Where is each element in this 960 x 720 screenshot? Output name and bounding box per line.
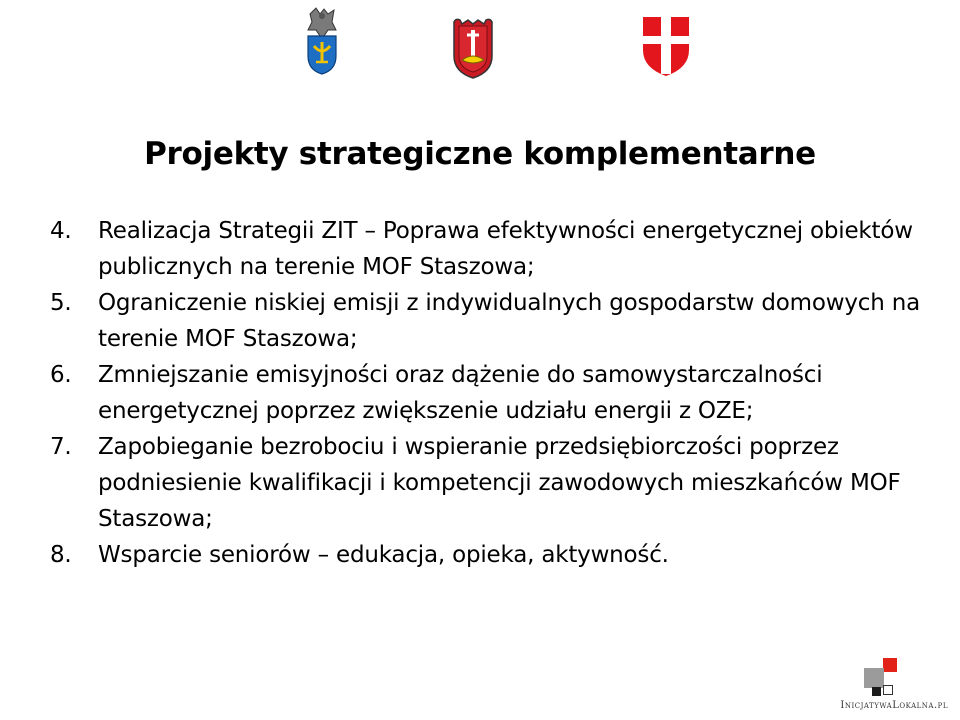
list-item [50, 537, 940, 573]
list-item [50, 429, 940, 537]
brand-square-black-icon [872, 687, 881, 696]
brand-text: InicjatywaLokalna.pl [840, 700, 948, 711]
list-item-number: 7. [50, 434, 72, 460]
red-crest-icon [450, 16, 496, 80]
eagle-crest-icon [300, 6, 344, 76]
list-item-text: Ograniczenie niskiej emisji z indywidualnych gospodarstw domowych na terenie MOF Staszowa; [98, 290, 920, 352]
list-item-text: Zapobieganie bezrobociu i wspieranie przedsiębiorczości poprzez podniesienie kwalifikacji i kompetencji zawodowych mieszkańców MOF Staszowa; [98, 434, 901, 532]
list-item-number: 6. [50, 362, 72, 388]
brand-logo [808, 650, 948, 716]
list-item-number: 8. [50, 542, 72, 568]
project-list [50, 213, 940, 573]
list-item [50, 285, 940, 357]
list-item [50, 213, 940, 285]
list-item-text: Zmniejszanie emisyjności oraz dążenie do samowystarczalności energetycznej poprzez zwiększenie udziału energii z OZE; [98, 362, 823, 424]
red-white-shield-icon [640, 14, 692, 78]
list-item-text: Wsparcie seniorów – edukacja, opieka, aktywność. [98, 542, 669, 568]
list-item-number: 5. [50, 290, 72, 316]
brand-square-red-icon [883, 658, 897, 672]
list-item [50, 357, 940, 429]
brand-square-outline-icon [883, 685, 893, 695]
slide-title: Projekty strategiczne komplementarne [144, 136, 816, 172]
list-item-text: Realizacja Strategii ZIT – Poprawa efektywności energetycznej obiektów publicznych na terenie MOF Staszowa; [98, 218, 913, 280]
list-item-number: 4. [50, 218, 72, 244]
brand-square-grey-icon [864, 668, 884, 688]
